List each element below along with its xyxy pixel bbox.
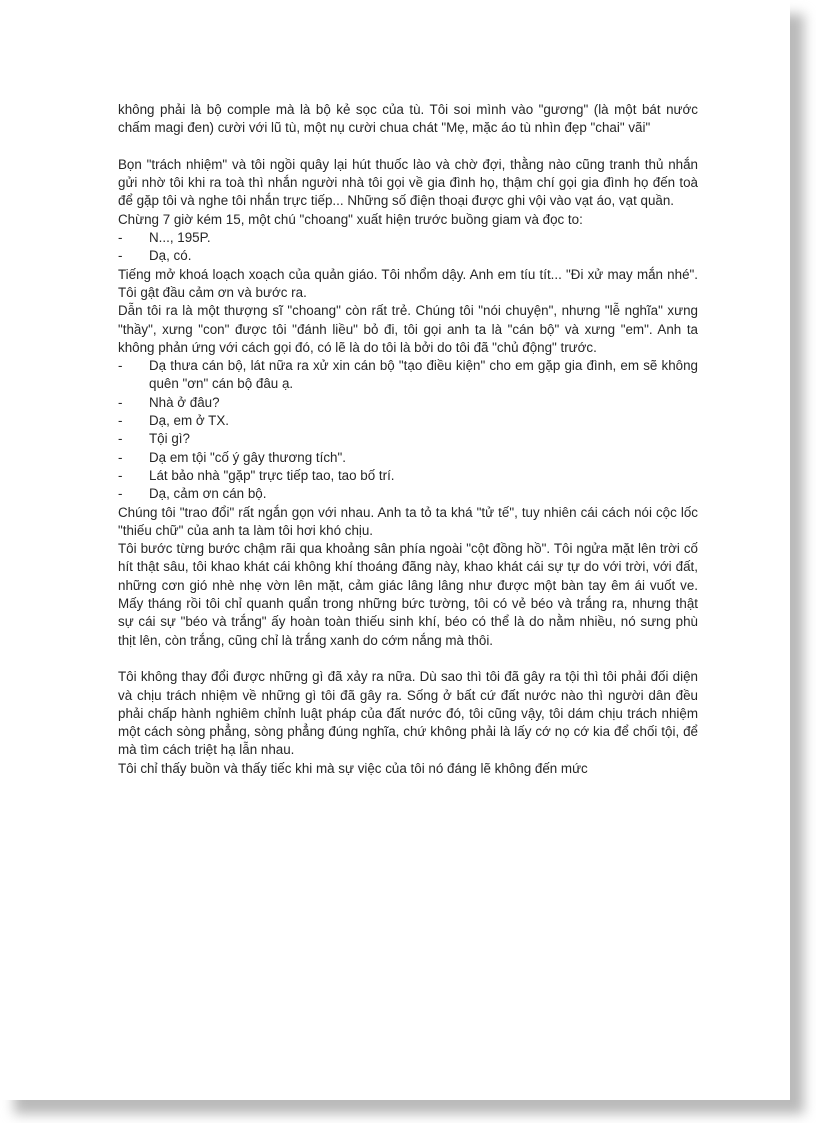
dialogue-text: Nhà ở đâu?	[149, 394, 220, 410]
dialogue-text: Dạ em tội "cố ý gây thương tích".	[149, 449, 346, 465]
paragraph: Tôi bước từng bước chậm rãi qua khoảng sân phía ngoài "cột đồng hồ". Tôi ngửa mặt lên trời cố hít thật sâu, tôi khao khát cái không khí thoáng đãng này, khao khát cái sự tự do với trời, với đất, những cơn gió nhè nhẹ vờn lên mặt, cảm giác lâng lâng như được một bàn tay êm ái vuốt ve. Mấy tháng rồi tôi chỉ quanh quẩn trong những bức tường, tôi có vẻ béo và trắng ra, nhưng thật sự cái sự "béo và trắng" ấy hoàn toàn thiếu sinh khí, béo có thể là do nằm nhiều, nó sưng phù thịt lên, còn trắng, cũng chỉ là trắng xanh do cớm nắng mà thôi.	[118, 541, 698, 648]
dialogue-text: Dạ, cảm ơn cán bộ.	[149, 486, 267, 502]
dialogue-line	[118, 430, 698, 448]
paragraph: Chúng tôi "trao đổi" rất ngắn gọn với nhau. Anh ta tỏ ta khá "tử tế", tuy nhiên cái cách nói cộc lốc "thiếu chữ" của anh ta làm tôi hơi khó chịu.	[118, 504, 698, 538]
dash-marker: -	[118, 358, 123, 374]
dialogue-text: Dạ, có.	[149, 248, 192, 264]
paragraph-gap	[118, 138, 698, 156]
dialogue-text: Lát bảo nhà "gặp" trực tiếp tao, tao bố trí.	[149, 467, 395, 483]
dialogue-text: Dạ thưa cán bộ, lát nữa ra xử xin cán bộ "tạo điều kiện" cho em gặp gia đình, em sẽ không quên "ơn" cán bộ đâu ạ.	[149, 358, 698, 392]
paragraph-gap	[118, 650, 698, 668]
dialogue-line	[118, 467, 698, 485]
dialogue-line	[118, 247, 698, 265]
dash-marker: -	[118, 413, 123, 429]
paragraph: Dẫn tôi ra là một thượng sĩ "choang" còn rất trẻ. Chúng tôi "nói chuyện", nhưng "lễ nghĩa" xưng "thầy", xưng "con" được tôi "đánh liều" bỏ đi, tôi gọi anh ta là "cán bộ" và xưng "em". Anh ta không phản ứng với cách gọi đó, có lẽ là do tôi là bởi do tôi đã "chủ động" trước.	[118, 303, 698, 355]
dash-marker: -	[118, 486, 123, 502]
dialogue-text: Tội gì?	[149, 431, 190, 447]
dialogue-line	[118, 412, 698, 430]
dialogue-line	[118, 357, 698, 394]
dash-marker: -	[118, 449, 123, 465]
dash-marker: -	[118, 248, 123, 264]
dialogue-line	[118, 485, 698, 503]
paragraph: Tôi không thay đổi được những gì đã xảy ra nữa. Dù sao thì tôi đã gây ra tội thì tôi phải đối diện và chịu trách nhiệm về những gì tôi đã gây ra. Sống ở bất cứ đất nước nào thì người dân đều phải chấp hành nghiêm chỉnh luật pháp của đất nước đó, tôi cũng vậy, tôi dám chịu trách nhiệm một cách sòng phẳng, sòng phẳng đúng nghĩa, chứ không phải là lấy cớ nọ cớ kia để chối tội, để mà tìm cách triệt hạ lẫn nhau.	[118, 669, 698, 758]
dialogue-line	[118, 394, 698, 412]
dash-marker: -	[118, 230, 123, 246]
dialogue-text: Dạ, em ở TX.	[149, 413, 229, 429]
paragraph: Bọn "trách nhiệm" và tôi ngồi quây lại hút thuốc lào và chờ đợi, thằng nào cũng tranh thủ nhắn gửi nhờ tôi khi ra toà thì nhắn người nhà tôi gọi về gia đình họ, thậm chí gọi gia đình họ đến toà để gặp tôi và nghe tôi nhắn trực tiếp... Những số điện thoại được ghi vội vào vạt áo, vạt quần.	[118, 156, 698, 209]
paragraph: không phải là bộ comple mà là bộ kẻ sọc của tù. Tôi soi mình vào "gương" (là một bát nước chấm magi đen) cười với lũ tù, một nụ cười chua chát "Mẹ, mặc áo tù nhìn đẹp "chai" vãi"	[118, 102, 698, 136]
paragraph: Chừng 7 giờ kém 15, một chú "choang" xuất hiện trước buồng giam và đọc to:	[118, 211, 583, 227]
dash-marker: -	[118, 467, 123, 483]
dialogue-line	[118, 229, 698, 247]
document-body	[118, 101, 698, 778]
dialogue-line	[118, 449, 698, 467]
paragraph: Tôi chỉ thấy buồn và thấy tiếc khi mà sự việc của tôi nó đáng lẽ không đến mức	[118, 760, 588, 776]
dash-marker: -	[118, 431, 123, 447]
dialogue-text: N..., 195P.	[149, 230, 211, 246]
paragraph: Tiếng mở khoá loạch xoạch của quản giáo. Tôi nhổm dậy. Anh em tíu tít... "Đi xử may mắn nhé". Tôi gật đầu cảm ơn và bước ra.	[118, 266, 698, 300]
dash-marker: -	[118, 394, 123, 410]
